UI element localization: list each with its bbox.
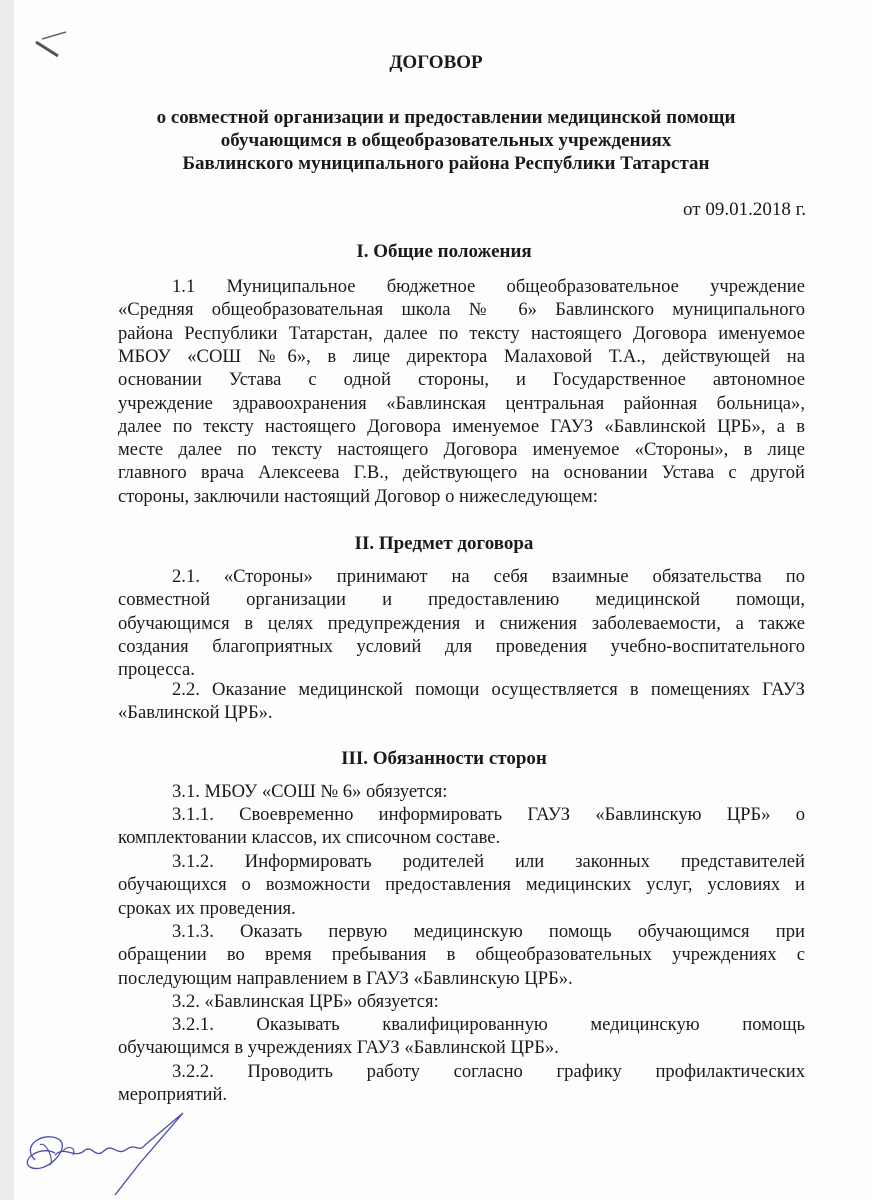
section-heading-1: I. Общие положения — [356, 241, 532, 262]
paragraph-line: 2.1. «Стороны» принимают на себя взаимные обязательства по — [172, 566, 805, 587]
paragraph-line: 3.1.2. Информировать родителей или законных представителей — [172, 851, 805, 872]
subtitle-line: обучающимся в общеобразовательных учреждениях — [220, 130, 672, 151]
paragraph-line: мероприятий. — [118, 1084, 228, 1106]
paragraph-line: обучающимся в учреждениях ГАУЗ «Бавлинской ЦРБ». — [118, 1037, 559, 1059]
signature — [15, 1105, 195, 1195]
paragraph-line: 3.2.1. Оказывать квалифицированную медицинскую помощь — [172, 1014, 805, 1035]
paragraph-line: «Средняя общеобразовательная школа № 6» Бавлинского муниципального — [118, 299, 805, 321]
section-heading-2: II. Предмет договора — [354, 533, 534, 554]
paragraph-line: 3.1.1. Своевременно информировать ГАУЗ «Бавлинскую ЦРБ» о — [172, 804, 805, 825]
paragraph-line: комплектовании классов, их списочном составе. — [118, 827, 501, 849]
subtitle-line: о совместной организации и предоставлении медицинской помощи — [156, 107, 736, 128]
paragraph-line: основании Устава с одной стороны, и Государственное автономное — [118, 369, 805, 391]
paragraph-line: 3.2.2. Проводить работу согласно графику профилактических — [172, 1061, 805, 1082]
paragraph-line: последующим направлением в ГАУЗ «Бавлинскую ЦРБ». — [118, 967, 573, 989]
paragraph-line: процесса. — [118, 659, 195, 681]
paragraph-line: главного врача Алексеева Г.В., действующего на основании Устава с другой — [118, 462, 805, 484]
paragraph-line: совместной организации и предоставлению медицинской помощи, — [118, 589, 805, 611]
paragraph-line: 1.1 Муниципальное бюджетное общеобразовательное учреждение — [172, 276, 805, 297]
paragraph-line: МБОУ «СОШ №6», в лице директора Малаховой Т.А., действующей на — [118, 345, 805, 367]
paragraph-line: 3.2. «Бавлинская ЦРБ» обязуется: — [172, 991, 439, 1012]
paragraph-line: далее по тексту настоящего Договора именуемое ГАУЗ «Бавлинской ЦРБ», а в — [118, 415, 805, 437]
section-heading-3: III. Обязанности сторон — [341, 748, 547, 769]
paragraph-line: района Республики Татарстан, далее по тексту настоящего Договора именуемое — [118, 322, 805, 344]
paragraph-line: учреждение здравоохранения «Бавлинская центральная районная больница», — [118, 392, 805, 414]
paragraph-line: месте далее по тексту настоящего Договора именуемое «Стороны», в лице — [118, 439, 805, 461]
paragraph-line: 3.1.3. Оказать первую медицинскую помощь обучающимся при — [172, 921, 805, 942]
document-date: от 09.01.2018 г. — [683, 199, 806, 220]
paragraph-line: 3.1. МБОУ «СОШ № 6» обязуется: — [172, 781, 448, 802]
document-title: ДОГОВОР — [389, 52, 483, 73]
paragraph-line: 2.2. Оказание медицинской помощи осуществляется в помещениях ГАУЗ — [172, 679, 805, 700]
subtitle-line: Бавлинского муниципального района Республики Татарстан — [182, 153, 710, 174]
paragraph-line: обращении во время пребывания в общеобразовательных учреждениях с — [118, 944, 805, 966]
paragraph-line: «Бавлинской ЦРБ». — [118, 702, 273, 724]
paragraph-line: обучающихся о возможности предоставления медицинских услуг, условиях и — [118, 874, 805, 896]
paragraph-line: обучающимся в целях предупреждения и снижения заболеваемости, а также — [118, 612, 805, 634]
paragraph-line: сроках их проведения. — [118, 897, 296, 919]
paragraph-line: стороны, заключили настоящий Договор о нижеследующем: — [118, 485, 598, 507]
scan-edge — [0, 0, 14, 1200]
paragraph-line: создания благоприятных условий для проведения учебно-воспитательного — [118, 635, 805, 657]
